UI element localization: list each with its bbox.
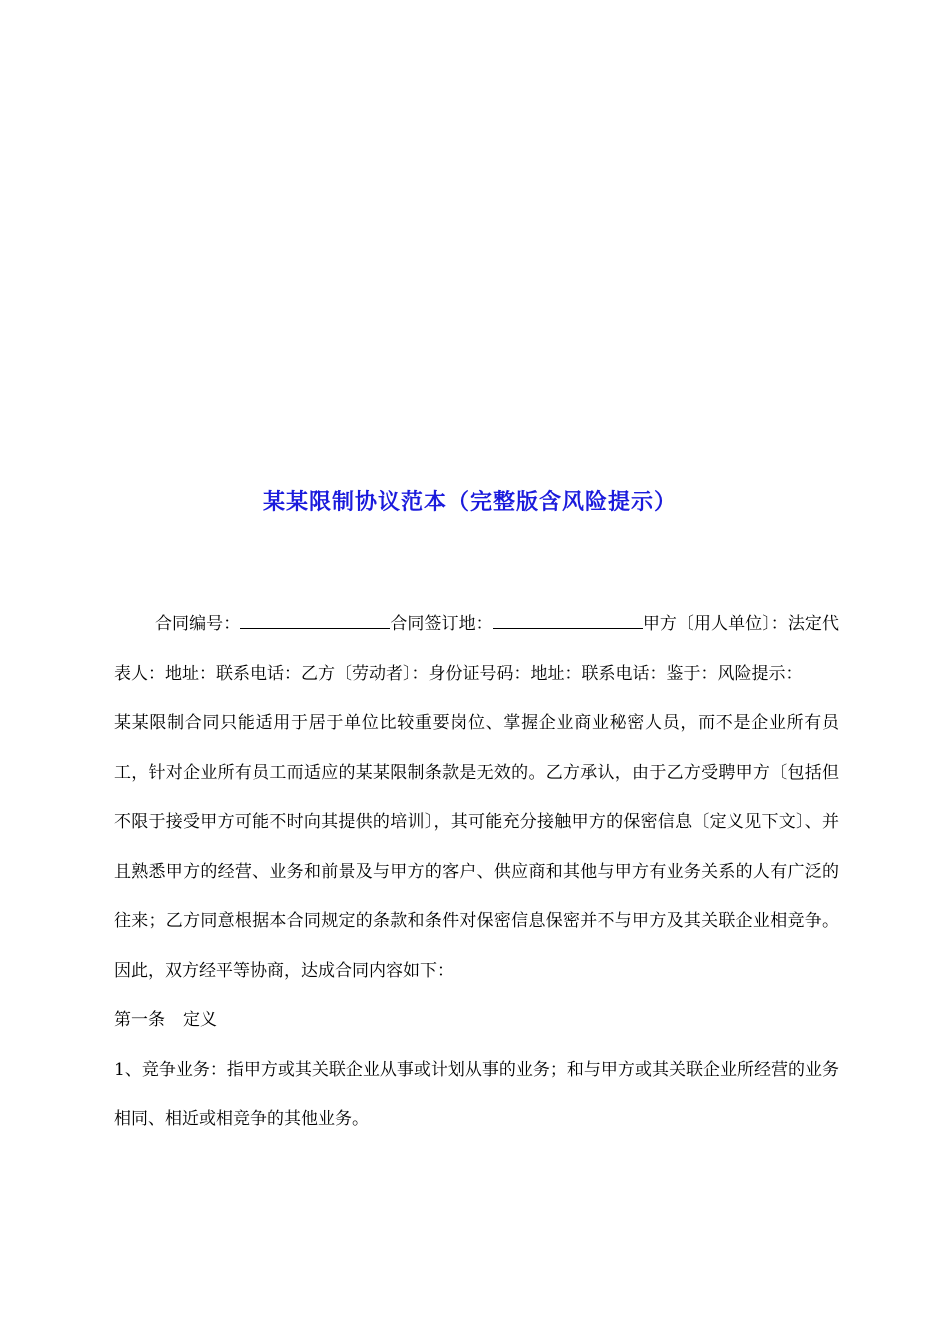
party-a-label: 甲方〔用人单位〕： (642, 614, 788, 634)
document-title: 某某限制协议范本（完整版含风险提示） (262, 490, 677, 515)
contract-no-label: 合同编号： (155, 614, 241, 634)
header-rest: 法定代表人：地址：联系电话：乙方〔劳动者〕：身份证号码：地址：联系电话：鉴于：风险提示： (114, 614, 839, 684)
clause-1: 1、竞争业务：指甲方或其关联企业从事或计划从事的业务；和与甲方或其关联企业所经营的业务相同、相近或相竞争的其他业务。 (114, 1059, 839, 1129)
article-number: 第一条 (114, 1010, 165, 1030)
document-body (114, 600, 839, 1145)
sign-place-label: 合同签订地： (390, 614, 493, 634)
contract-no-blank (240, 614, 390, 629)
article-1-heading (114, 996, 839, 1046)
article-title: 定义 (183, 1010, 217, 1030)
contract-header-paragraph (114, 600, 839, 699)
sign-place-blank (493, 614, 643, 629)
risk-paragraph: 某某限制合同只能适用于居于单位比较重要岗位、掌握企业商业秘密人员，而不是企业所有员工，针对企业所有员工而适应的某某限制条款是无效的。乙方承认，由于乙方受聘甲方〔包括但不限于接受甲方可能不时向其提供的培训〕，其可能充分接触甲方的保密信息〔定义见下文〕、并且熟悉甲方的经营、业务和前景及与甲方的客户、供应商和其他与甲方有业务关系的人有广泛的往来；乙方同意根据本合同规定的条款和条件对保密信息保密并不与甲方及其关联企业相竞争。因此，双方经平等协商，达成合同内容如下： (114, 713, 839, 981)
